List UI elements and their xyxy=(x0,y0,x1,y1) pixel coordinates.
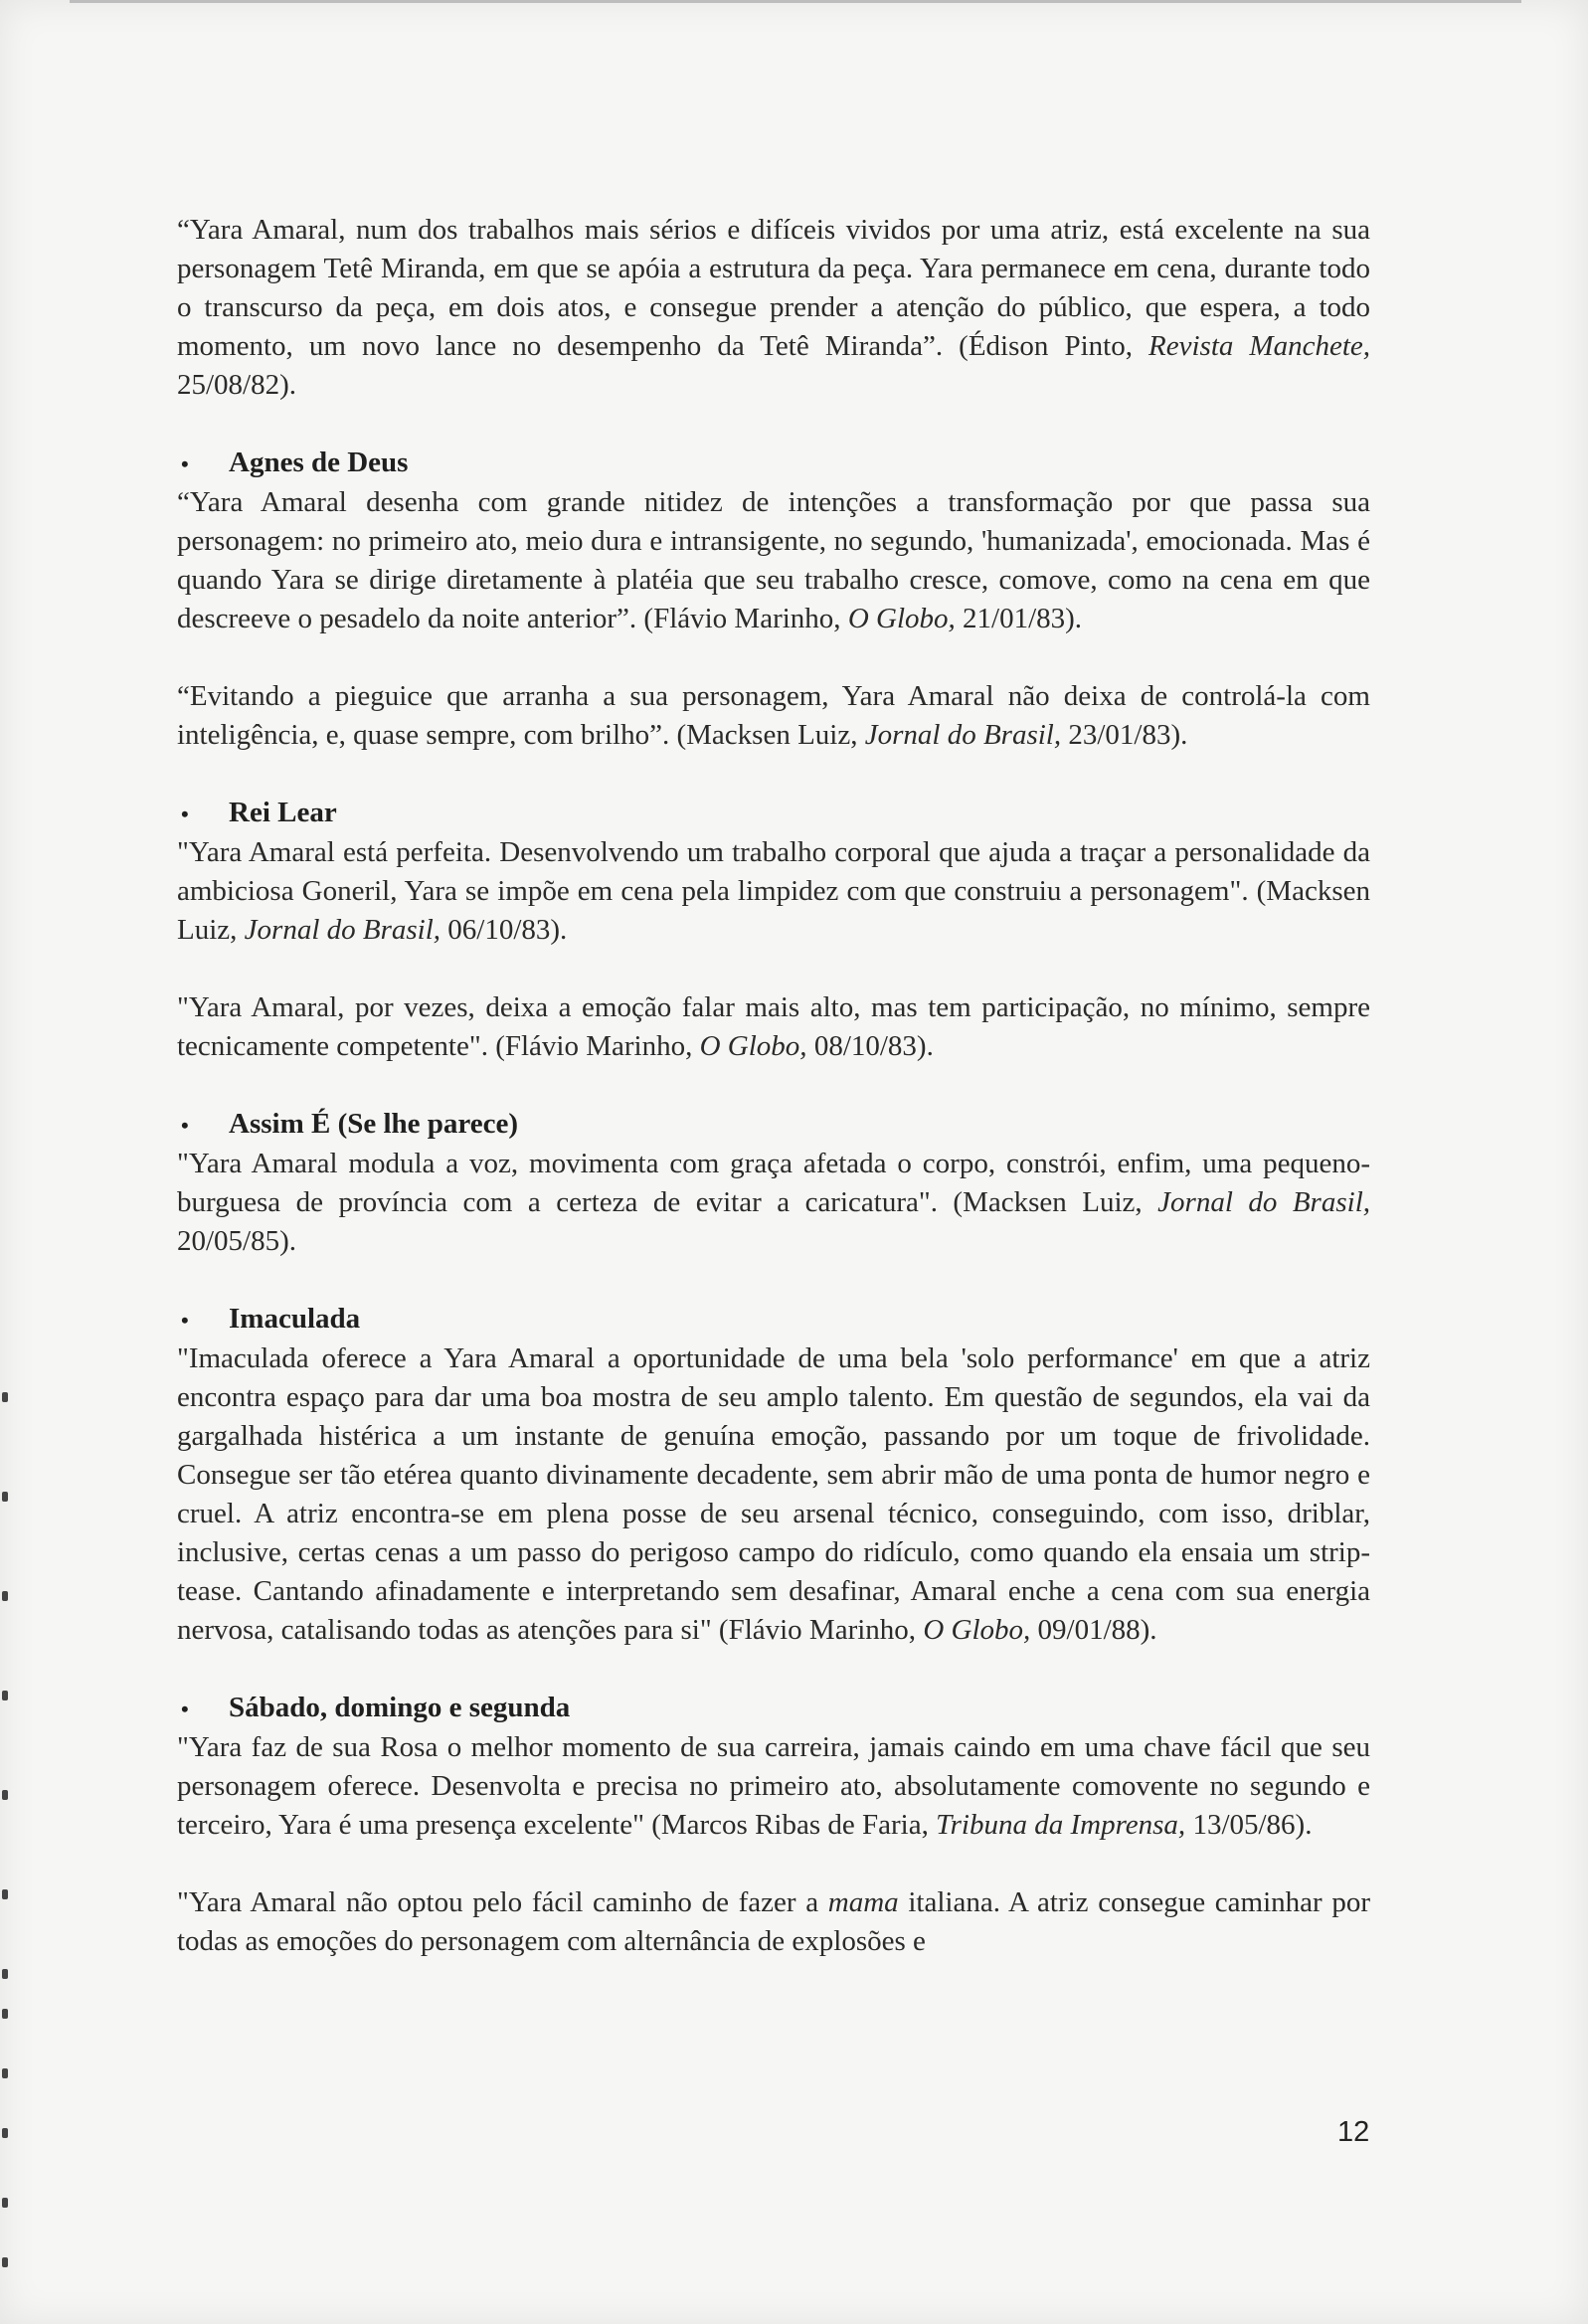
review-emphasis: mama xyxy=(827,1886,899,1918)
review-text: "Yara Amaral, por vezes, deixa a emoção falar mais alto, mas tem participação, no mínimo, sempre tecnicamente competente". (Flávio Marinho, xyxy=(177,991,1370,1062)
bullet-icon: • xyxy=(181,802,189,826)
review-text: "Yara Amaral modula a voz, movimenta com graça afetada o corpo, constrói, enfim, uma pequeno-burguesa de província com a certeza de evitar a caricatura". (Macksen Luiz, xyxy=(177,1148,1370,1218)
review-paragraph xyxy=(177,677,1370,755)
binding-hole-mark xyxy=(2,2198,8,2208)
review-source: O Globo, xyxy=(699,1030,807,1062)
review-text: “Evitando a pieguice que arranha a sua personagem, Yara Amaral não deixa de controlá-la com inteligência, e, quase sempre, com brilho”. (Macksen Luiz, xyxy=(177,680,1370,751)
review-source: Revista Manchete, xyxy=(1148,330,1371,362)
review-text: "Yara Amaral está perfeita. Desenvolvendo um trabalho corporal que ajuda a traçar a personalidade da ambiciosa Goneril, Yara se impõe em cena pela limpidez com que construiu a personagem". (Macksen Luiz, xyxy=(177,836,1370,946)
binding-hole-mark xyxy=(2,1591,8,1601)
review-date: 09/01/88). xyxy=(1030,1614,1157,1646)
review-text: "Imaculada oferece a Yara Amaral a oportunidade de uma bela 'solo performance' em que a atriz encontra espaço para dar uma boa mostra de seu amplo talento. Em questão de segundos, ela vai da gargalhada histérica a um instante de genuína emoção, passando por um toque de frivolidade. Consegue ser tão etérea quanto divinamente decadente, sem abrir mão de uma ponta de humor negro e cruel. A atriz encontra-se em plena posse de seu arsenal técnico, conseguindo, com isso, driblar, inclusive, certas cenas a um passo do perigoso campo do ridículo, como quando ela ensaia um strip-tease. Cantando afinadamente e interpretando sem desafinar, Amaral enche a cena com sua energia nervosa, catalisando todas as atenções para si" (Flávio Marinho, xyxy=(177,1342,1370,1646)
section-heading-label: Rei Lear xyxy=(229,797,337,828)
review-source: Jornal do Brasil, xyxy=(244,914,441,946)
review-paragraph xyxy=(177,1883,1370,1961)
review-paragraph xyxy=(177,1145,1370,1261)
review-source: O Globo, xyxy=(923,1614,1031,1646)
review-source: O Globo, xyxy=(847,603,956,634)
review-date: 08/10/83). xyxy=(806,1030,934,1062)
review-date: 13/05/86). xyxy=(1185,1809,1313,1841)
binding-hole-mark xyxy=(2,2128,8,2138)
binding-hole-mark xyxy=(2,2009,8,2019)
binding-hole-mark xyxy=(2,2257,8,2267)
review-source: Jornal do Brasil, xyxy=(864,719,1062,751)
section-heading-rei-lear xyxy=(177,794,1370,833)
review-source: Jornal do Brasil, xyxy=(1157,1186,1370,1218)
binding-hole-mark xyxy=(2,1969,8,1979)
section-heading-imaculada xyxy=(177,1300,1370,1340)
bullet-icon: • xyxy=(181,451,189,476)
section-heading-agnes-de-deus xyxy=(177,444,1370,483)
binding-hole-mark xyxy=(2,1691,8,1700)
section-heading-assim-e xyxy=(177,1105,1370,1145)
page-number: 12 xyxy=(1337,2116,1370,2148)
review-text: “Yara Amaral desenha com grande nitidez de intenções a transformação por que passa sua personagem: no primeiro ato, meio dura e intransigente, no segundo, 'humanizada', emocionada. Mas é quando Yara se dirige diretamente à platéia que seu trabalho cresce, comove, como na cena em que descreeve o pesadelo da noite anterior”. (Flávio Marinho, xyxy=(177,486,1370,634)
bullet-icon: • xyxy=(181,1308,189,1333)
review-text: "Yara faz de sua Rosa o melhor momento de sua carreira, jamais caindo em uma chave fácil que seu personagem oferece. Desenvolta e precisa no primeiro ato, absolutamente comovente no segundo e terceiro, Yara é uma presença excelente" (Marcos Ribas de Faria, xyxy=(177,1731,1370,1841)
binding-hole-mark xyxy=(2,1392,8,1402)
binding-hole-mark xyxy=(2,2068,8,2078)
review-paragraph xyxy=(177,988,1370,1066)
section-heading-label: Agnes de Deus xyxy=(229,447,409,478)
review-date: 23/01/83). xyxy=(1061,719,1188,751)
review-paragraph xyxy=(177,833,1370,950)
review-date: 20/05/85). xyxy=(177,1225,297,1257)
review-text: italiana. A atriz consegue caminhar por todas as emoções do personagem com alternância de explosões e xyxy=(177,1886,1371,1957)
review-date: 21/01/83). xyxy=(955,603,1083,634)
binding-hole-mark xyxy=(2,1790,8,1800)
bullet-icon: • xyxy=(181,1697,189,1721)
review-paragraph xyxy=(177,211,1370,405)
section-heading-sabado-domingo-e-segunda xyxy=(177,1689,1370,1728)
section-heading-label: Imaculada xyxy=(229,1303,361,1335)
page-top-edge xyxy=(70,0,1521,3)
section-heading-label: Assim É (Se lhe parece) xyxy=(229,1108,519,1140)
review-text: “Yara Amaral, num dos trabalhos mais sérios e difíceis vividos por uma atriz, está excelente na sua personagem Tetê Miranda, em que se apóia a estrutura da peça. Yara permanece em cena, durante todo o transcurso da peça, em dois atos, e consegue prender a atenção do público, que espera, a todo momento, um novo lance no desempenho da Tetê Miranda”. (Édison Pinto, xyxy=(177,214,1370,362)
binding-hole-mark xyxy=(2,1492,8,1502)
review-date: 06/10/83). xyxy=(441,914,568,946)
review-paragraph xyxy=(177,1340,1370,1650)
binding-hole-mark xyxy=(2,1889,8,1899)
binding-holes xyxy=(0,1372,14,2324)
review-date: 25/08/82). xyxy=(177,369,297,401)
review-paragraph xyxy=(177,1728,1370,1845)
bullet-icon: • xyxy=(181,1113,189,1138)
review-paragraph xyxy=(177,483,1370,638)
review-text-body xyxy=(177,211,1370,2000)
review-source: Tribuna da Imprensa, xyxy=(936,1809,1186,1841)
section-heading-label: Sábado, domingo e segunda xyxy=(229,1692,571,1723)
review-text: "Yara Amaral não optou pelo fácil caminho de fazer a xyxy=(177,1886,828,1918)
